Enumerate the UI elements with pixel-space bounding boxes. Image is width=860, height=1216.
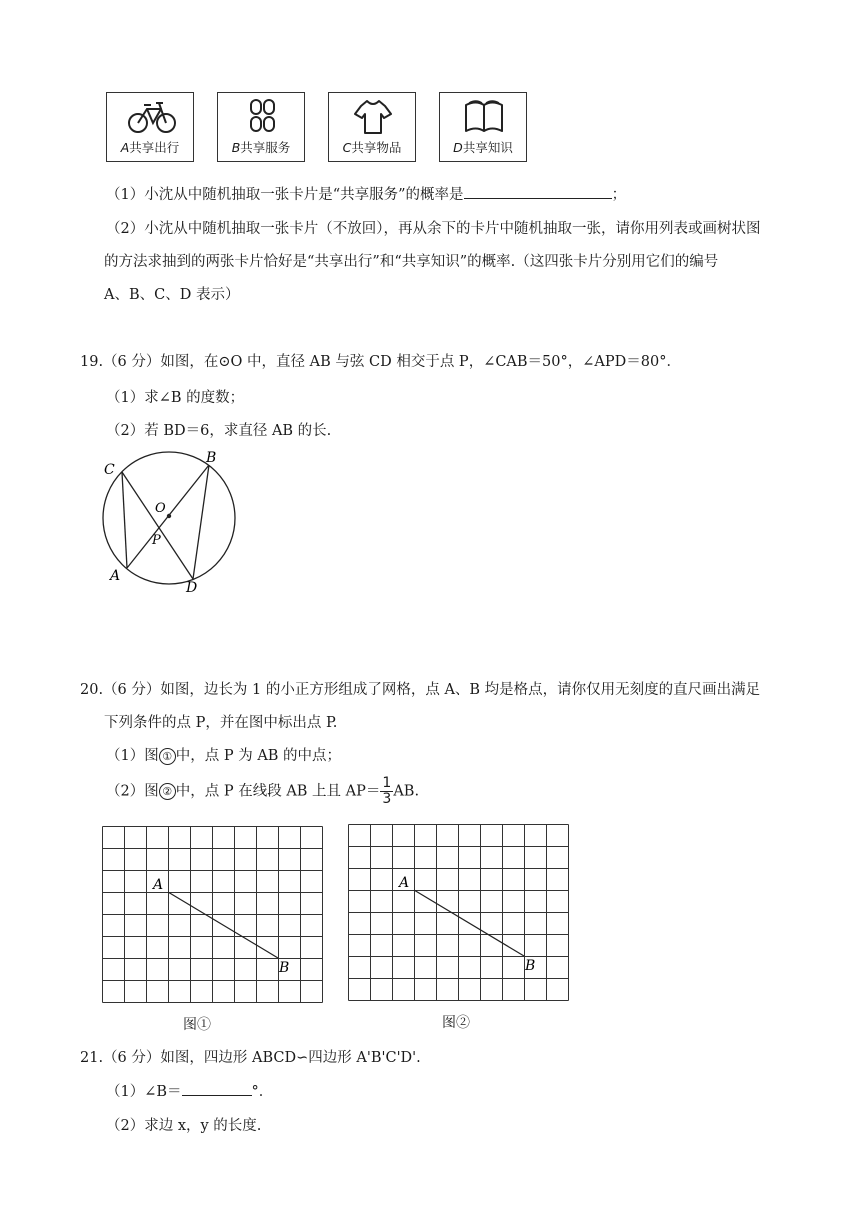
label-a: A <box>110 568 121 584</box>
fig2-caption: 图② <box>442 1015 470 1031</box>
clover-icon <box>218 97 306 137</box>
card-d <box>439 92 527 162</box>
card-d-caption: D共享知识 <box>453 140 513 155</box>
card-c <box>328 92 416 162</box>
card-a-caption: A共享出行 <box>120 140 180 155</box>
q20-part1: （1）图 ① 中，点 P 为 AB 的中点； <box>106 748 342 764</box>
fig1-caption: 图① <box>183 1017 211 1033</box>
label-o: O <box>155 501 166 516</box>
card-c-caption: C共享物品 <box>342 140 402 155</box>
fraction-one-third: $\frac{1}{3}$ <box>382 775 392 807</box>
label-d: D <box>186 580 198 596</box>
label-p: P <box>152 533 161 548</box>
q20-header: 20.（6 分）如图，边长为 1 的小正方形组成了网格，点 A、B 均是格点，请你仅用无刻度的直尺画出满足 <box>80 682 761 698</box>
q18-part2-line3: A、B、C、D 表示） <box>104 287 240 303</box>
q20-part2: （2）图 ② 中，点 P 在线段 AB 上且 AP＝ $\frac{1}{3}$ AB. <box>106 775 420 807</box>
q18-part1: （1）小沈从中随机抽取一张卡片是“共享服务”的概率是 ； <box>106 183 626 204</box>
label-c: C <box>104 462 115 478</box>
q19-part1: （1）求∠B 的度数； <box>106 390 245 406</box>
answer-blank <box>464 183 612 199</box>
card-b-caption: B共享服务 <box>231 140 291 155</box>
grid2-point-b: B <box>525 958 536 974</box>
q21-header: 21.（6 分）如图，四边形 ABCD∽四边形 A'B'C'D'. <box>80 1050 421 1066</box>
label-b: B <box>206 450 217 466</box>
grid1-point-b: B <box>279 960 290 976</box>
q18-part2-line1: （2）小沈从中随机抽取一张卡片（不放回），再从余下的卡片中随机抽取一张，请你用列表或画树状图 <box>106 221 761 237</box>
q18-part2-line2: 的方法求抽到的两张卡片恰好是“共享出行”和“共享知识”的概率.（这四张卡片分别用它们的编号 <box>104 254 719 270</box>
grid-figure-2 <box>348 824 570 1002</box>
card-a <box>106 92 194 162</box>
grid2-point-a: A <box>399 875 410 891</box>
card-b <box>217 92 305 162</box>
tshirt-icon <box>329 97 417 137</box>
q19-part2: （2）若 BD＝6，求直径 AB 的长. <box>106 423 332 439</box>
book-icon <box>440 97 528 137</box>
q19-header: 19.（6 分）如图，在⊙O 中，直径 AB 与弦 CD 相交于点 P，∠CAB＝50°，∠APD＝80°． <box>80 354 681 370</box>
circle-figure <box>96 448 256 598</box>
grid1-point-a: A <box>153 877 164 893</box>
q20-line2: 下列条件的点 P，并在图中标出点 P. <box>104 715 338 731</box>
bicycle-icon <box>107 97 195 137</box>
q21-part2: （2）求边 x，y 的长度. <box>106 1118 262 1134</box>
q21-part1: （1）∠B＝ °． <box>106 1080 273 1101</box>
grid-figure-1 <box>102 826 324 1004</box>
angle-blank <box>182 1080 252 1096</box>
